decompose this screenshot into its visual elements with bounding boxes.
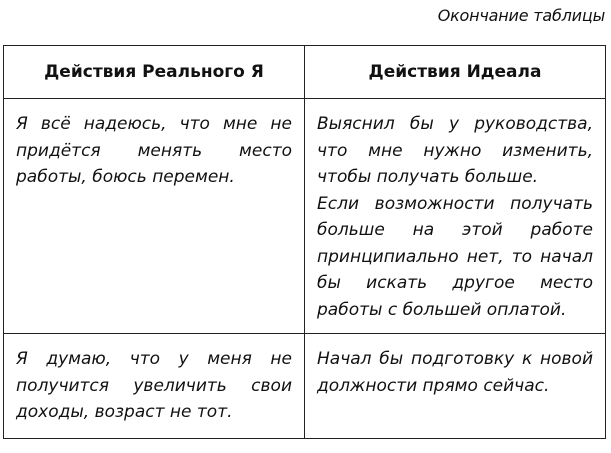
header-ideal-actions: Действия Идеала (305, 46, 606, 99)
real-self-cell (4, 99, 305, 334)
real-self-text: Я всё надеюсь, что мне не придётся менять место работы, боюсь перемен. (16, 114, 292, 187)
ideal-cell (305, 99, 606, 334)
table-continuation-caption: Окончание таблицы (437, 6, 605, 25)
header-real-self-actions: Действия Реального Я (4, 46, 305, 99)
table-row (4, 334, 606, 439)
ideal-text: Начал бы подготовку к новой должности прямо сейчас. (317, 349, 593, 396)
real-self-text: Я думаю, что у меня не получится увеличить свои доходы, возраст не тот. (16, 349, 292, 422)
comparison-table (3, 45, 606, 439)
ideal-text: Выяснил бы у руководства, что мне нужно изменить, чтобы получать больше. (317, 114, 593, 187)
real-self-cell (4, 334, 305, 439)
table-header-row (4, 46, 606, 99)
table-row (4, 99, 606, 334)
ideal-text: Если возможности получать больше на этой работе принципиально нет, то начал бы искать другое место работы с большей оплатой. (317, 193, 593, 320)
ideal-cell (305, 334, 606, 439)
